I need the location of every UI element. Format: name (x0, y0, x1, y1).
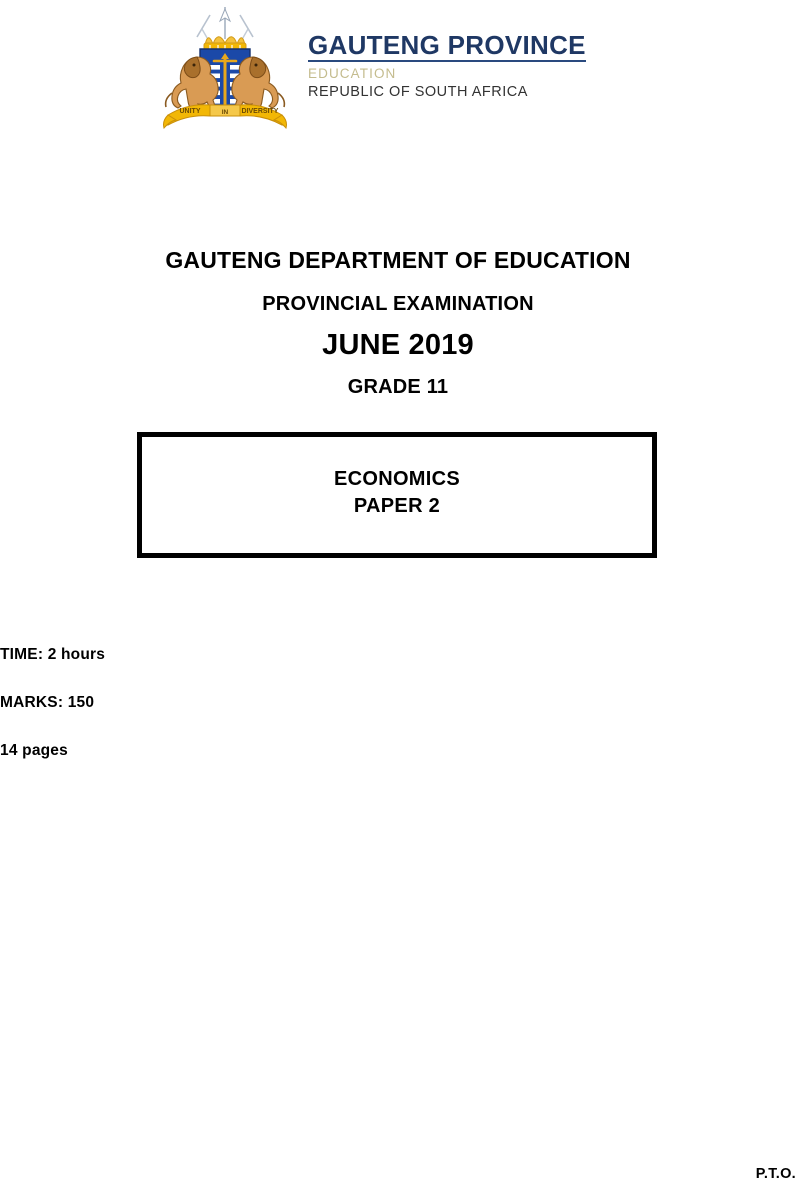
heading-block (0, 246, 796, 400)
detail-pages: 14 pages (0, 742, 68, 760)
gauteng-coat-of-arms-icon (150, 5, 300, 135)
ribbon-left-text: UNITY (179, 108, 201, 115)
wordmark-education: EDUCATION (308, 65, 397, 81)
footer-pto: P.T.O. (755, 1166, 796, 1182)
heading-department: GAUTENG DEPARTMENT OF EDUCATION (165, 247, 631, 273)
wordmark (308, 29, 586, 108)
heading-grade: GRADE 11 (347, 376, 449, 399)
wordmark-province: GAUTENG PROVINCE (308, 32, 586, 62)
exam-details (0, 645, 400, 789)
letterhead (150, 5, 590, 135)
unity-in-diversity-ribbon (164, 105, 287, 128)
subject-box (137, 432, 657, 558)
heading-exam-date: JUNE 2019 (322, 328, 474, 361)
subject-box-content (142, 437, 652, 553)
lion-left (166, 57, 219, 111)
detail-time: TIME: 2 hours (0, 646, 106, 663)
subject-box-inner-border (138, 433, 656, 557)
heading-examination: PROVINCIAL EXAMINATION (262, 292, 534, 315)
wordmark-republic: REPUBLIC OF SOUTH AFRICA (308, 84, 528, 101)
detail-marks: MARKS: 150 (0, 694, 95, 712)
subject-name: ECONOMICS (333, 468, 461, 490)
lion-right (232, 57, 285, 111)
ribbon-center-text: IN (221, 109, 229, 116)
paper-number: PAPER 2 (353, 495, 441, 517)
ribbon-right-text: DIVERSITY (241, 108, 279, 115)
